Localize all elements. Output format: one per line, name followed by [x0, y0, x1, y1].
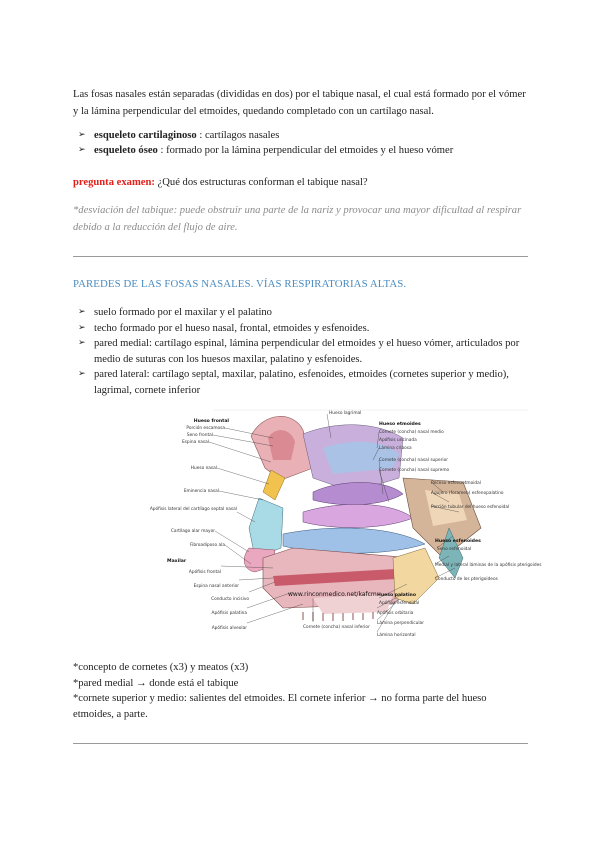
- figure-label: Receso esfenoetmoidal: [431, 481, 481, 486]
- figure-label: Seno frontal: [186, 433, 213, 438]
- list-item-text: pared medial: cartílago espinal, lámina perpendicular del etmoides y el hueso vómer, articulados por medio de suturas con los huesos maxilar, palatino y esfenoides.: [94, 338, 520, 365]
- exam-label: pregunta examen:: [73, 177, 155, 188]
- figure-label: Apófisis frontal: [188, 570, 221, 575]
- figure-label: Hueso lagrimal: [329, 411, 362, 416]
- figure-label: Cornete (concha) nasal inferior: [303, 625, 370, 630]
- figure-label: Conducto incisivo: [211, 597, 249, 602]
- figure-label: Eminencia nasal: [183, 489, 219, 494]
- list-item-bold: esqueleto cartilaginoso: [94, 130, 197, 141]
- arrow-bullet-icon: ➢: [78, 145, 86, 156]
- figure-label: Cornete (concha) nasal supremo: [379, 468, 450, 473]
- figure-label: Medial y lateral láminas de la apófisis pterigoides: [435, 563, 542, 568]
- arrow-bullet-icon: ➢: [78, 322, 86, 333]
- list-item-text: : cartílagos nasales: [199, 130, 280, 141]
- figure-label: Porción escamosa: [186, 426, 225, 431]
- divider: [73, 743, 528, 744]
- figure-label: Cornete (concha) nasal medio: [379, 430, 444, 435]
- list-item-text: : formado por la lámina perpendicular del etmoides y el hueso vómer: [160, 145, 454, 157]
- figure-label: Apófisis esfenoidal: [379, 601, 420, 606]
- figure-label: Cornete (concha) nasal superior: [379, 458, 449, 463]
- note-line: *pared medial → donde está el tabique: [73, 677, 239, 689]
- list-item-text: techo formado por el hueso nasal, frontal, etmoides y esfenoides.: [94, 322, 370, 334]
- figure-label: Lámina perpendicular: [377, 621, 424, 626]
- figure-label: Apófisis palatina: [211, 611, 247, 616]
- arrow-bullet-icon: ➢: [78, 130, 86, 140]
- intro-paragraph: Las fosas nasales están separadas (divididas en dos) por el tabique nasal, el cual está formado por el vómer y la lámina perpendicular del etmoides, quedando completado con un cartílago nasal.: [73, 89, 526, 117]
- exam-question: [73, 174, 528, 191]
- notes: [73, 660, 528, 722]
- figure-label: Apófisis uncinada: [379, 438, 417, 443]
- figure-label: Hueso palatino: [377, 593, 416, 598]
- figure-label: Hueso etmoides: [379, 422, 421, 427]
- nasal-cavity-illustration: [149, 408, 542, 658]
- divider: [73, 256, 528, 257]
- list-item: [78, 305, 528, 321]
- note-line: etmoides, a parte.: [73, 708, 148, 720]
- walls-list: [78, 305, 528, 398]
- figure-label: Apófisis lateral del cartílago septal nasal: [149, 507, 237, 512]
- figure-label: Hueso frontal: [193, 419, 229, 424]
- figure-label: Espina nasal anterior: [193, 584, 239, 589]
- section-heading: PAREDES DE LAS FOSAS NASALES. VÍAS RESPIRATORIAS ALTAS.: [73, 278, 407, 290]
- watermark: www.rinconmedico.net/kafcm: [288, 591, 377, 598]
- list-item: [78, 143, 528, 158]
- note-line: *concepto de cornetes (x3) y meatos (x3): [73, 662, 249, 673]
- list-item: [78, 336, 528, 367]
- arrow-bullet-icon: ➢: [78, 338, 86, 348]
- figure-label: Lámina cribosa: [379, 446, 412, 451]
- figure-label: Maxilar: [167, 559, 187, 564]
- figure-label: Porción tubular del hueso esfenoidal: [431, 505, 510, 510]
- note-line: *cornete superior y medio: salientes del etmoides. El cornete inferior → no forma parte del hueso: [73, 693, 487, 704]
- skeleton-list: [78, 128, 528, 158]
- figure-label: Hueso esfenoides: [435, 539, 481, 544]
- figure-label: Fibroadiposo ala: [190, 543, 225, 548]
- list-item: [78, 321, 528, 337]
- figure-label: Apófisis orbitaria: [377, 611, 414, 616]
- deviation-note: *desviación del tabique: puede obstruir una parte de la nariz y provocar una mayor dificultad al respirar debido a la reducción del flujo de aire.: [73, 205, 522, 233]
- figure-label: Lámina horizontal: [377, 633, 416, 638]
- exam-question-text: ¿Qué dos estructuras conforman el tabique nasal?: [157, 177, 368, 188]
- figure-label: Hueso nasal: [190, 466, 217, 471]
- list-item-text: pared lateral: cartílago septal, maxilar, palatino, esfenoides, etmoides (cornetes superior y medio), lagrimal, cornete inferior: [94, 369, 509, 396]
- figure-label: Agujero (foramen) esfenopalatino: [431, 491, 504, 496]
- list-item-bold: esqueleto óseo: [94, 145, 158, 157]
- figure-label: Seno esfenoidal: [437, 547, 472, 552]
- arrow-bullet-icon: ➢: [78, 369, 86, 379]
- figure-label: Conducto de los pterigoideos: [435, 577, 498, 582]
- figure-label: Apófisis alveolar: [211, 626, 247, 631]
- figure-label: Cartílago alar mayor: [170, 529, 215, 534]
- list-item: [78, 128, 528, 143]
- arrow-bullet-icon: ➢: [78, 307, 86, 317]
- list-item-text: suelo formado por el maxilar y el palatino: [94, 307, 272, 318]
- list-item: [78, 367, 528, 398]
- figure-label: Espina nasal: [181, 440, 209, 445]
